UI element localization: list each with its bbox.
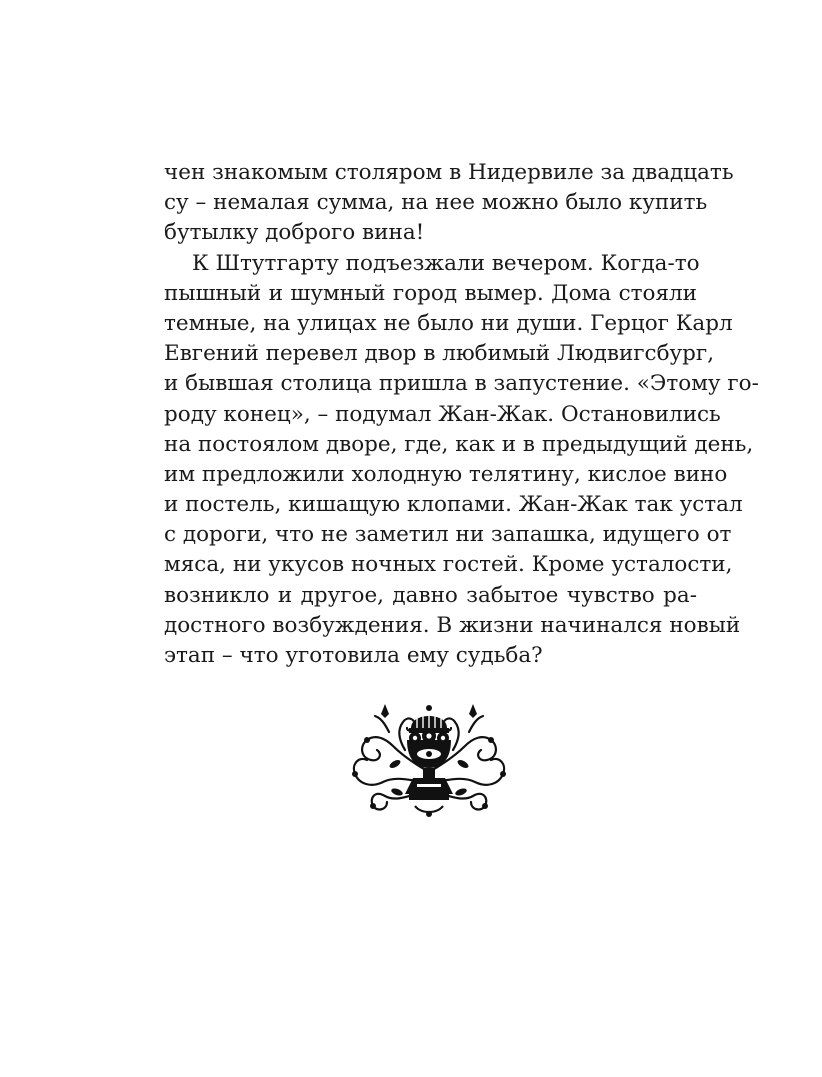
text-line: пышный и шумный город вымер. Дома стояли <box>164 280 697 306</box>
text-line: с дороги, что не заметил ни запашка, идущего от <box>164 522 732 548</box>
text-line: на постоялом дворе, где, как и в предыдущий день, <box>164 431 754 457</box>
text-line: мяса, ни укусов ночных гостей. Кроме усталости, <box>164 552 733 578</box>
text-line: и постель, кишащую клопами. Жан-Жак так устал <box>164 492 743 518</box>
body-text <box>164 158 759 671</box>
text-line: достного возбуждения. В жизни начинался новый <box>164 612 741 638</box>
text-line: темные, на улицах не было ни души. Герцог Карл <box>164 310 733 336</box>
text-line: чен знакомым столяром в Нидервиле за двадцать <box>164 160 734 185</box>
text-line: су – немалая сумма, на нее можно было купить <box>164 190 708 216</box>
paragraph-end-line: бутылку доброго вина! <box>164 220 425 246</box>
paragraph-start-line: К Штутгарту подъезжали вечером. Когда-то <box>192 250 700 276</box>
text-line: Евгений перевел двор в любимый Людвигсбург, <box>164 341 715 367</box>
text-line: возникло и другое, давно забытое чувство ра- <box>164 582 697 608</box>
paragraph-end-line: этап – что уготовила ему судьба? <box>164 643 543 668</box>
text-line: роду конец», – подумал Жан-Жак. Остановились <box>164 401 721 427</box>
floral-urn-vignette-icon <box>345 702 513 820</box>
text-line: и бывшая столица пришла в запустение. «Этому го- <box>164 371 759 397</box>
text-line: им предложили холодную телятину, кислое вино <box>164 461 728 487</box>
